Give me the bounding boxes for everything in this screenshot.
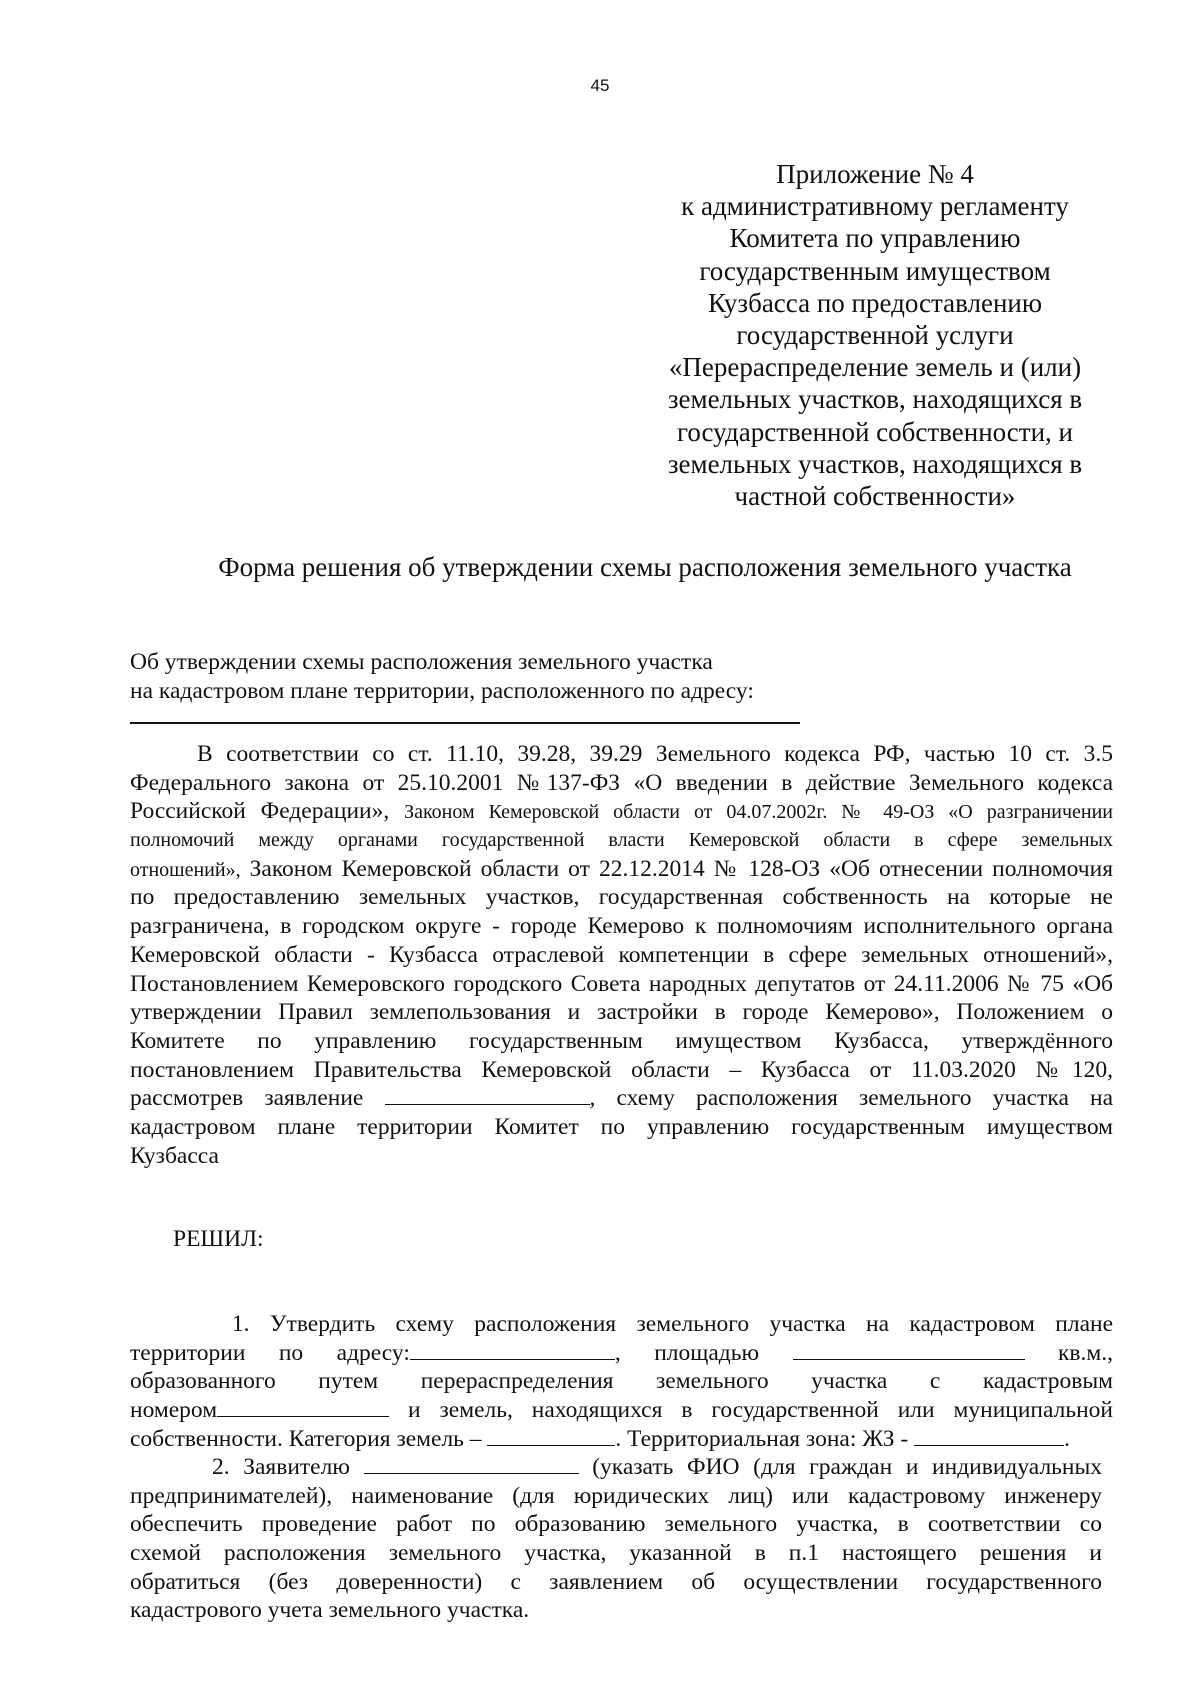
item-line: обеспечить проведение работ по образованию земельного участка, в соответствии со (130, 1511, 1102, 1538)
paragraph-text-small: Законом Кемеровской области от 04.07.2002г. № 49-ОЗ «О разграничении (404, 801, 1114, 824)
land-category-blank[interactable] (487, 1425, 615, 1446)
form-title: Форма решения об утверждении схемы расположения земельного участка (218, 552, 1072, 582)
paragraph-line (130, 855, 1113, 884)
paragraph-line: Федерального закона от 25.10.2001 №137-ФЗ «О введении в действие Земельного кодекса (130, 769, 1113, 796)
paragraph-line: Постановлением Кемеровского городского Совета народных депутатов от 24.11.2006 № 75 «Об (130, 970, 1113, 997)
applicant-blank[interactable] (364, 1453, 579, 1474)
paragraph-text-small: отношений», (130, 858, 241, 881)
appendix-line: государственной услуги (736, 320, 1014, 351)
appendix-line: Комитета по управлению (729, 223, 1021, 254)
paragraph-line: по предоставлению земельных участков, государственная собственность на которые не (130, 884, 1113, 911)
item-text: 2. Заявителю (211, 1454, 350, 1480)
subject-line-1: Об утверждении схемы расположения земельного участка (130, 649, 713, 675)
paragraph-line (130, 797, 1113, 826)
item-text: территории по адресу: (130, 1339, 410, 1366)
paragraph-text: Законом Кемеровской области от 22.12.2014 № 128-ОЗ «Об отнесении полномочия (249, 855, 1114, 882)
paragraph-line: полномочий между органами государственной власти Кемеровской области в сфере земельных (130, 829, 1113, 852)
appendix-line: государственной собственности, и (676, 416, 1073, 447)
paragraph-line: Кемеровской области - Кузбасса отраслевой компетенции в сфере земельных отношений», (130, 941, 1113, 968)
item-1 (130, 1310, 1113, 1453)
decision-subject (130, 648, 754, 706)
appendix-line: государственным имуществом (699, 255, 1051, 286)
item-line (130, 1453, 1102, 1482)
subject-line-2: на кадастровом плане территории, расположенного по адресу: (130, 678, 754, 704)
appendix-line: частной собственности» (734, 481, 1016, 512)
decision-label: РЕШИЛ: (173, 1226, 264, 1252)
paragraph-text: В соответствии со ст. 11.10, 39.28, 39.29 Земельного кодекса РФ, частью 10 ст. 3.5 (197, 741, 1113, 767)
paragraph-line: утверждении Правил землепользования и застройки в городе Кемерово», Положением о (130, 999, 1113, 1026)
address-blank-line (130, 722, 800, 724)
item-text: собственности. Категория земель – (130, 1425, 482, 1452)
paragraph-text: Российской Федерации», (130, 798, 390, 825)
address-blank[interactable] (410, 1339, 615, 1360)
item-line (130, 1396, 1113, 1425)
item-2 (130, 1453, 1102, 1625)
item-text: . (1064, 1425, 1070, 1452)
zone-blank[interactable] (914, 1425, 1064, 1446)
appendix-line: Приложение № 4 (776, 159, 974, 189)
item-text: 1. Утвердить схему расположения земельного участка на кадастровом плане (231, 1311, 1114, 1337)
item-text: и земель, находящихся в государственной или муниципальной (408, 1397, 1113, 1424)
paragraph-text: , схему расположения земельного участка на (589, 1085, 1114, 1112)
appendix-line: земельных участков, находящихся в (667, 448, 1083, 479)
application-blank[interactable] (385, 1084, 590, 1105)
paragraph-line: разграничена, в городском округе - городе Кемерово к полномочиям исполнительного органа (130, 913, 1113, 940)
appendix-line: «Перераспределение земель и (или) (668, 352, 1082, 383)
item-text: номером (130, 1397, 218, 1424)
item-line: образованного путем перераспределения земельного участка с кадастровым (130, 1368, 1113, 1395)
item-text: , площадью (614, 1339, 760, 1366)
item-line (130, 1425, 1113, 1454)
paragraph-line: постановлением Правительства Кемеровской области – Кузбасса от 11.03.2020 №120, (130, 1056, 1113, 1083)
main-paragraph (130, 740, 1113, 1170)
paragraph-line (130, 1084, 1113, 1113)
paragraph-line: кадастровом плане территории Комитет по управлению государственным имуществом (130, 1113, 1113, 1140)
item-line (130, 1339, 1113, 1368)
appendix-line: к административному регламенту (681, 191, 1069, 222)
paragraph-line (130, 740, 1113, 769)
appendix-line: Кузбасса по предоставлению (707, 287, 1043, 318)
item-line: обратиться (без доверенности) с заявлением об осуществлении государственного (130, 1568, 1102, 1595)
item-line: предпринимателей), наименование (для юридических лиц) или кадастровому инженеру (130, 1482, 1102, 1509)
item-text: (указать ФИО (для граждан и индивидуальных (592, 1454, 1103, 1480)
item-text: кв.м., (1057, 1339, 1113, 1366)
cadastral-number-blank[interactable] (217, 1396, 389, 1417)
item-line: кадастрового учета земельного участка. (130, 1597, 530, 1624)
paragraph-line: Кузбасса (130, 1142, 219, 1169)
appendix-line: земельных участков, находящихся в (667, 384, 1083, 415)
item-text: . Территориальная зона: ЖЗ - (615, 1425, 909, 1452)
area-blank[interactable] (793, 1339, 1025, 1360)
paragraph-text: рассмотрев заявление (130, 1085, 364, 1112)
appendix-header (640, 158, 1110, 512)
paragraph-line: Комитете по управлению государственным имуществом Кузбасса, утверждённого (130, 1027, 1113, 1054)
item-line: схемой расположения земельного участка, указанной в п.1 настоящего решения и (130, 1540, 1102, 1567)
page-number: 45 (590, 76, 610, 95)
item-line (130, 1310, 1113, 1339)
